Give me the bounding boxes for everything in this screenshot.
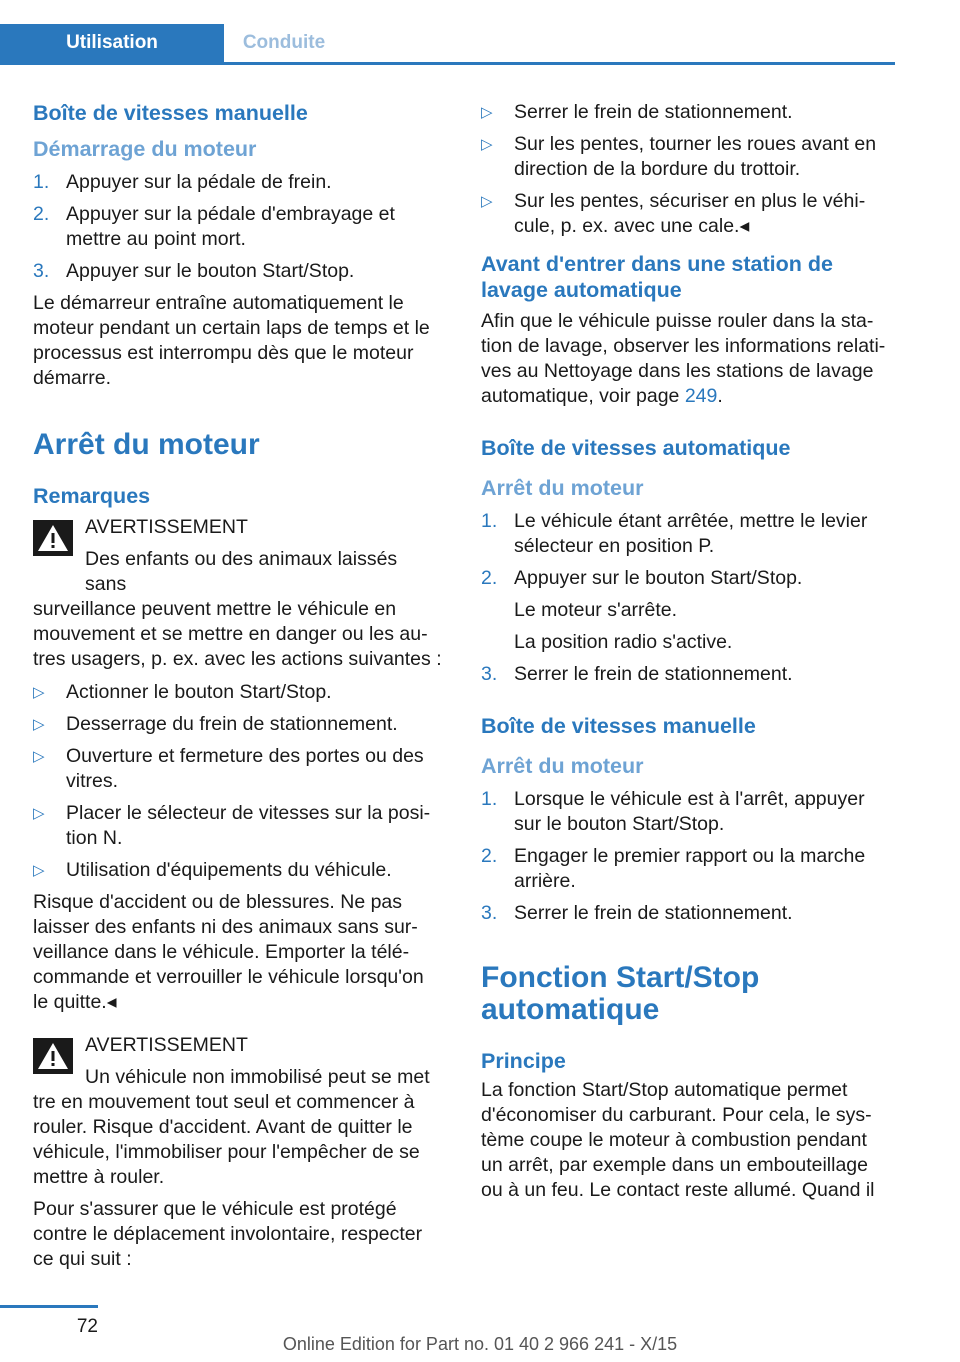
heading-demarrage: Démarrage du moteur <box>33 137 257 161</box>
warning-body: tre en mouvement tout seul et commencer à rouler. Risque d'accident. Avant de quitter le véhicule, l'immobiliser pour l'empêcher de se mettre à rouler. <box>33 1091 420 1188</box>
step-number: 2. <box>33 203 50 225</box>
tab-utilisation[interactable]: Utilisation <box>0 24 224 62</box>
tab-conduite[interactable]: Conduite <box>242 32 326 53</box>
warning-intro: Des enfants ou des animaux laissés sans <box>85 548 398 595</box>
list-item <box>33 680 443 705</box>
step-subtext: Le moteur s'arrête. <box>514 599 678 621</box>
step-text: Lorsque le véhicule est à l'arrêt, appuyer sur le bouton Start/Stop. <box>514 788 865 835</box>
bullet-text: Serrer le frein de stationnement. <box>514 101 793 123</box>
warning-body: surveillance peuvent mettre le véhicule en mouvement et se mettre en danger ou les autres usagers, p. ex. avec les actions suivantes : <box>33 598 442 670</box>
list-item <box>481 509 893 559</box>
triangle-bullet-icon: ▷ <box>33 716 45 733</box>
warning-triangle-icon <box>33 520 73 556</box>
page-reference-link[interactable]: 249 <box>684 385 718 407</box>
list-item <box>481 100 893 125</box>
bullet-text: Sur les pentes, sécuriser en plus le véhicule, p. ex. avec une cale.◂ <box>514 190 866 237</box>
paragraph-assurer: Pour s'assurer que le véhicule est protégé contre le déplacement involontaire, respecter ce qui suit : <box>33 1198 423 1270</box>
triangle-bullet-icon: ▷ <box>33 862 45 879</box>
warning-triangle-icon <box>33 1038 73 1074</box>
list-item <box>481 132 893 182</box>
heading-bv-manuelle: Boîte de vitesses manuelle <box>33 101 308 125</box>
paragraph-principe: La fonction Start/Stop automatique permet d'économiser du carburant. Pour cela, le système coupe le moteur à combustion pendant un arrêt, par exemple dans un embouteillage ou à un feu. Le contact reste allumé. Quand il <box>481 1079 875 1201</box>
paragraph-demarreur: Le démarreur entraîne automatiquement le moteur pendant un certain laps de temps et le processus est interrompu dès que le moteur démarre. <box>33 292 430 389</box>
left-column <box>33 100 443 1272</box>
header-tabs <box>0 24 895 65</box>
heading-arret-moteur: Arrêt du moteur <box>33 428 260 461</box>
step-text: Le véhicule étant arrêtée, mettre le levier sélecteur en position P. <box>514 510 868 557</box>
list-item <box>33 744 443 794</box>
step-text: Appuyer sur la pédale de frein. <box>66 171 332 193</box>
bullet-text: Placer le sélecteur de vitesses sur la position N. <box>66 802 431 849</box>
triangle-bullet-icon: ▷ <box>481 193 493 210</box>
heading-principe: Principe <box>481 1049 566 1073</box>
warning-title: AVERTISSEMENT <box>85 1034 248 1056</box>
step-text: Appuyer sur le bouton Start/Stop. <box>514 567 803 589</box>
warning-block <box>33 1033 443 1190</box>
list-item <box>33 259 443 284</box>
triangle-bullet-icon: ▷ <box>481 136 493 153</box>
bullet-text: Sur les pentes, tourner les roues avant en direction de la bordure du trottoir. <box>514 133 877 180</box>
list-item <box>481 662 893 687</box>
step-number: 1. <box>33 171 50 193</box>
right-column <box>481 100 893 1203</box>
list-item <box>481 844 893 894</box>
step-text: Serrer le frein de stationnement. <box>514 663 793 685</box>
paragraph-risque: Risque d'accident ou de blessures. Ne pas laisser des enfants ni des animaux sans surveillance dans le véhicule. Emporter la télécommande et verrouiller le véhicule lorsqu'on le quitte.◂ <box>33 891 424 1013</box>
step-text: Appuyer sur la pédale d'embrayage et mettre au point mort. <box>66 203 395 250</box>
paragraph-lavage <box>481 309 893 409</box>
list-item <box>481 787 893 837</box>
step-number: 2. <box>481 845 498 867</box>
warning-block <box>33 515 443 672</box>
list-item <box>481 189 893 239</box>
step-text: Appuyer sur le bouton Start/Stop. <box>66 260 355 282</box>
step-text: Engager le premier rapport ou la marche arrière. <box>514 845 866 892</box>
list-arret-auto <box>481 509 893 687</box>
list-item <box>33 801 443 851</box>
lavage-end: . <box>717 385 723 407</box>
step-number: 2. <box>481 567 498 589</box>
heading-remarques: Remarques <box>33 484 151 508</box>
bullet-text: Utilisation d'équipements du véhicule. <box>66 859 392 881</box>
triangle-bullet-icon: ▷ <box>33 805 45 822</box>
step-number: 3. <box>481 902 498 924</box>
list-actions <box>33 680 443 883</box>
bullet-text: Desserrage du frein de stationnement. <box>66 713 398 735</box>
list-item <box>33 858 443 883</box>
heading-arret-auto: Arrêt du moteur <box>481 476 644 500</box>
step-number: 3. <box>33 260 50 282</box>
step-number: 3. <box>481 663 498 685</box>
heading-fonction-start-stop: Fonction Start/Stop automatique <box>481 961 760 1026</box>
warning-intro: Un véhicule non immobilisé peut se met <box>85 1066 430 1088</box>
triangle-bullet-icon: ▷ <box>33 748 45 765</box>
list-item <box>481 566 893 655</box>
lavage-text: Afin que le véhicule puisse rouler dans la station de lavage, observer les informations relatives au Nettoyage dans les stations de lavage automatique, voir page <box>481 310 886 407</box>
step-number: 1. <box>481 788 498 810</box>
list-item <box>481 901 893 926</box>
heading-arret-man: Arrêt du moteur <box>481 754 644 778</box>
step-text: Serrer le frein de stationnement. <box>514 902 793 924</box>
triangle-bullet-icon: ▷ <box>481 104 493 121</box>
footer-edition: Online Edition for Part no. 01 40 2 966 241 - X/15 <box>282 1334 678 1354</box>
footer-rule <box>0 1305 98 1308</box>
bullet-text: Actionner le bouton Start/Stop. <box>66 681 332 703</box>
heading-bv-manuelle-2: Boîte de vitesses manuelle <box>481 714 756 738</box>
list-precautions <box>481 100 893 239</box>
step-subtext: La position radio s'active. <box>514 631 733 653</box>
heading-lavage: Avant d'entrer dans une station de lavage automatique <box>481 252 833 302</box>
page-number: 72 <box>76 1316 98 1337</box>
heading-bv-automatique: Boîte de vitesses automatique <box>481 436 791 460</box>
list-item <box>33 712 443 737</box>
list-item <box>33 202 443 252</box>
warning-title: AVERTISSEMENT <box>85 516 248 538</box>
bullet-text: Ouverture et fermeture des portes ou des vitres. <box>66 745 424 792</box>
triangle-bullet-icon: ▷ <box>33 684 45 701</box>
list-demarrage <box>33 170 443 284</box>
list-arret-manuelle <box>481 787 893 926</box>
list-item <box>33 170 443 195</box>
step-number: 1. <box>481 510 498 532</box>
